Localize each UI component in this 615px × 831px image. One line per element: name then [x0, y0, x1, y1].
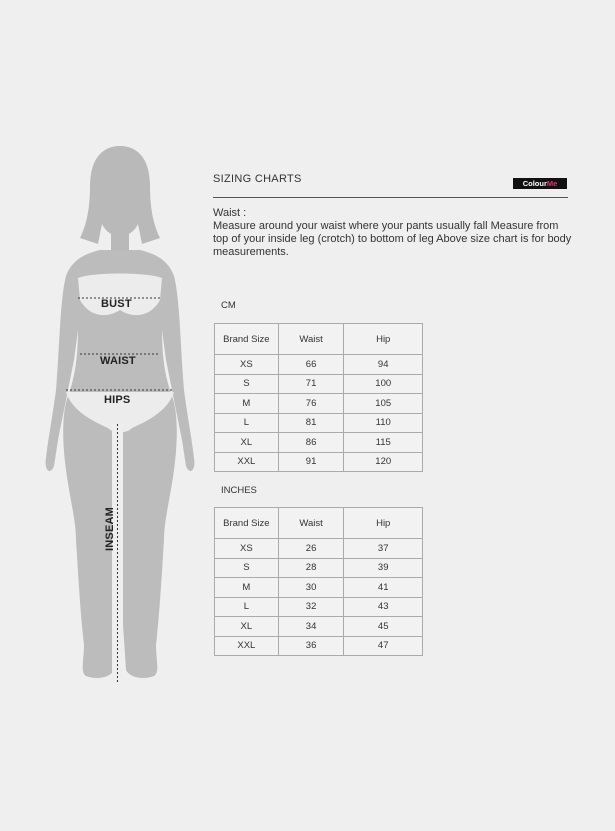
size-cell: XL: [215, 433, 279, 453]
hip-cell: 47: [344, 636, 423, 656]
table-row: [215, 433, 423, 453]
cm-size-table: [214, 323, 423, 472]
size-cell: M: [215, 578, 279, 598]
table-row: [215, 558, 423, 578]
header-waist: Waist: [278, 508, 344, 539]
waist-cell: 26: [278, 539, 344, 559]
size-cell: L: [215, 413, 279, 433]
waist-cell: 66: [278, 355, 344, 375]
inches-size-table: [214, 507, 423, 656]
waist-cell: 86: [278, 433, 344, 453]
silhouette-illustration: [40, 140, 200, 690]
brand-logo: ColourMe: [513, 178, 567, 189]
hip-cell: 45: [344, 617, 423, 637]
table-row: [215, 394, 423, 414]
size-cell: XL: [215, 617, 279, 637]
size-cell: S: [215, 374, 279, 394]
table-row: [215, 452, 423, 472]
table-row: [215, 636, 423, 656]
hip-cell: 41: [344, 578, 423, 598]
body-measurement-figure: [40, 140, 200, 690]
hip-cell: 105: [344, 394, 423, 414]
waist-label: WAIST: [100, 355, 136, 367]
hips-label: HIPS: [104, 394, 131, 406]
title-divider: [213, 197, 568, 198]
waist-cell: 76: [278, 394, 344, 414]
header-brand-size: Brand Size: [215, 324, 279, 355]
inches-unit-label: INCHES: [221, 485, 257, 496]
hip-cell: 94: [344, 355, 423, 375]
header-hip: Hip: [344, 324, 423, 355]
table-row: [215, 597, 423, 617]
table-header-row: [215, 508, 423, 539]
measurement-instructions: Measure around your waist where your pants usually fall Measure from top of your inside leg (crotch) to bottom of leg Above size chart is for body measurements.: [213, 220, 572, 258]
header-hip: Hip: [344, 508, 423, 539]
waist-cell: 91: [278, 452, 344, 472]
hip-cell: 43: [344, 597, 423, 617]
table-row: [215, 413, 423, 433]
size-cell: XS: [215, 539, 279, 559]
bust-label: BUST: [101, 298, 132, 310]
waist-cell: 32: [278, 597, 344, 617]
size-cell: M: [215, 394, 279, 414]
page-title: SIZING CHARTS: [213, 173, 302, 185]
table-row: [215, 617, 423, 637]
hip-cell: 110: [344, 413, 423, 433]
measurement-heading: Waist :: [213, 207, 247, 219]
table-header-row: [215, 324, 423, 355]
table-row: [215, 355, 423, 375]
table-row: [215, 539, 423, 559]
hip-cell: 120: [344, 452, 423, 472]
inseam-label: INSEAM: [103, 507, 116, 551]
size-cell: XXL: [215, 452, 279, 472]
waist-cell: 30: [278, 578, 344, 598]
hip-cell: 100: [344, 374, 423, 394]
waist-cell: 71: [278, 374, 344, 394]
waist-cell: 34: [278, 617, 344, 637]
size-cell: S: [215, 558, 279, 578]
hip-cell: 115: [344, 433, 423, 453]
size-cell: XS: [215, 355, 279, 375]
waist-cell: 28: [278, 558, 344, 578]
hip-cell: 39: [344, 558, 423, 578]
table-row: [215, 578, 423, 598]
hip-cell: 37: [344, 539, 423, 559]
header-brand-size: Brand Size: [215, 508, 279, 539]
table-row: [215, 374, 423, 394]
size-cell: L: [215, 597, 279, 617]
cm-unit-label: CM: [221, 300, 236, 311]
waist-cell: 81: [278, 413, 344, 433]
header-waist: Waist: [278, 324, 344, 355]
size-cell: XXL: [215, 636, 279, 656]
waist-cell: 36: [278, 636, 344, 656]
